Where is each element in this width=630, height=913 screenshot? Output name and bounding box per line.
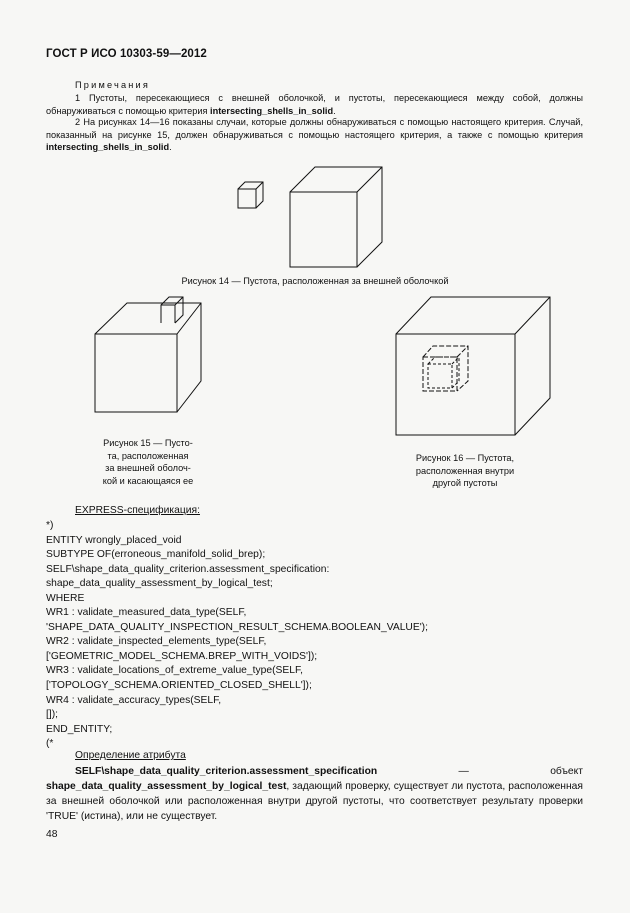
fig16-caption-line: Рисунок 16 — Пустота, (415, 453, 515, 463)
code-line: []); (46, 709, 59, 721)
note-2-text: 2 На рисунках 14—16 показаны случаи, которые должны обнаруживаться с помощью настоящего критерия. Случай, показанный на рисунке 15, должен обнаруживаться с помощью настоящего критерия, а также с помощью критерия (46, 117, 583, 140)
note-1-end: . (333, 105, 336, 116)
code-line: ['GEOMETRIC_MODEL_SCHEMA.BREP_WITH_VOIDS']); (46, 650, 318, 662)
definition-body (46, 764, 583, 824)
code-line: WHERE (46, 592, 85, 604)
code-line: WR4 : validate_accuracy_types(SELF, (46, 694, 222, 706)
note-1-text: 1 Пустоты, пересекающиеся с внешней оболочкой, и пустоты, пересекающиеся между собой, должны обнаруживаться с помощью критерия (46, 93, 583, 116)
code-line: (* (46, 738, 54, 750)
fig15-large-cube (95, 303, 201, 412)
fig15-caption (78, 437, 218, 487)
code-line: WR1 : validate_measured_data_type(SELF, (46, 607, 247, 619)
fig16-caption (390, 452, 540, 490)
code-line: SELF\shape_data_quality_criterion.assessment_specification: (46, 563, 330, 575)
definition-attr: SELF\shape_data_quality_criterion.assessment_specification (75, 766, 378, 777)
code-line: *) (46, 520, 54, 531)
fig14-large-cube (290, 167, 382, 267)
express-code (46, 519, 428, 752)
code-line: shape_data_quality_assessment_by_logical_test; (46, 578, 273, 590)
fig15-caption-line: кой и касающаяся ее (102, 475, 194, 486)
definition-text-2: , задающий проверку, существует ли пустота, расположенная за внешней оболочкой или расположенная внутри другой пустоты, что соответствует результату проверки 'TRUE' (истина), или не существует. (46, 781, 583, 822)
fig16-void-outer (423, 346, 468, 391)
fig15-caption-line: та, расположенная (107, 450, 189, 461)
code-line: WR3 : validate_locations_of_extreme_value_type(SELF, (46, 665, 303, 677)
note-1-criterion: intersecting_shells_in_solid (210, 105, 334, 116)
definition-entity: shape_data_quality_assessment_by_logical_test (46, 781, 287, 792)
fig16-caption-line: расположенная внутри (415, 465, 515, 476)
code-line: SUBTYPE OF(erroneous_manifold_solid_brep); (46, 549, 266, 561)
fig16-caption-line: другой пустоты (432, 478, 498, 489)
code-line: 'SHAPE_DATA_QUALITY_INSPECTION_RESULT_SCHEMA.BOOLEAN_VALUE'); (46, 621, 428, 633)
fig16-outer-cube (396, 297, 550, 435)
note-2-end: . (169, 142, 172, 153)
fig14-caption: Рисунок 14 — Пустота, расположенная за внешней оболочкой (181, 276, 449, 286)
fig15-caption-line: за внешней оболоч- (105, 463, 191, 474)
code-line: ENTITY wrongly_placed_void (46, 534, 182, 546)
code-line: ['TOPOLOGY_SCHEMA.ORIENTED_CLOSED_SHELL']); (46, 680, 312, 692)
definition-heading: Определение атрибута (75, 750, 186, 761)
code-line: WR2 : validate_inspected_elements_type(SELF, (46, 636, 267, 648)
page-number: 48 (46, 829, 58, 840)
fig15-caption-line: Рисунок 15 — Пусто- (103, 438, 193, 448)
fig15-small-cube (161, 297, 183, 323)
code-line: END_ENTITY; (46, 723, 113, 735)
fig16-void-inner (428, 357, 459, 388)
note-2-criterion: intersecting_shells_in_solid (46, 142, 170, 153)
express-heading: EXPRESS-спецификация: (75, 505, 200, 516)
definition-text-1: — объект (377, 766, 583, 777)
notes-title: Примечания (75, 80, 151, 90)
fig14-small-cube (238, 182, 263, 208)
standard-header: ГОСТ Р ИСО 10303-59—2012 (46, 48, 207, 60)
